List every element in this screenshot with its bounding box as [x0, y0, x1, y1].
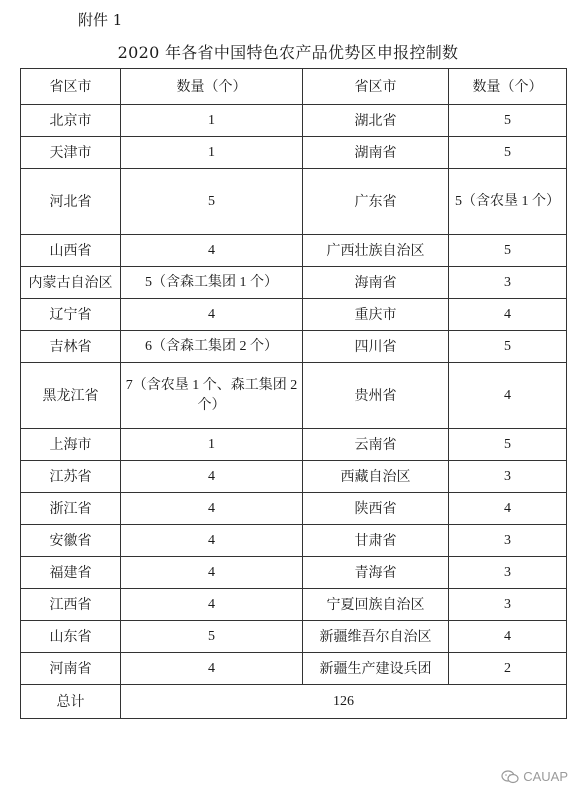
count-cell: 4: [121, 589, 303, 621]
province-cell: 安徽省: [21, 525, 121, 557]
count-cell: 4: [121, 493, 303, 525]
province-cell: 天津市: [21, 137, 121, 169]
count-cell: 5: [449, 235, 567, 267]
count-cell: 5: [449, 429, 567, 461]
province-cell: 辽宁省: [21, 299, 121, 331]
province-cell: 云南省: [303, 429, 449, 461]
table-row: [21, 589, 567, 621]
table-row: [21, 105, 567, 137]
province-cell: 山西省: [21, 235, 121, 267]
province-cell: 河北省: [21, 169, 121, 235]
table-row: [21, 363, 567, 429]
header-cell: 数量（个）: [449, 69, 567, 105]
province-cell: 湖南省: [303, 137, 449, 169]
count-cell: 4: [449, 621, 567, 653]
count-cell: 5: [449, 105, 567, 137]
province-cell: 黑龙江省: [21, 363, 121, 429]
table-row: [21, 299, 567, 331]
province-cell: 四川省: [303, 331, 449, 363]
province-cell: 新疆生产建设兵团: [303, 653, 449, 685]
count-cell: 3: [449, 267, 567, 299]
total-row: [21, 685, 567, 719]
count-cell: 3: [449, 461, 567, 493]
count-cell: 3: [449, 557, 567, 589]
table-row: [21, 137, 567, 169]
table-row: [21, 525, 567, 557]
count-cell: 4: [449, 363, 567, 429]
province-cell: 河南省: [21, 653, 121, 685]
count-cell: 4: [121, 299, 303, 331]
count-cell: 5: [121, 169, 303, 235]
province-cell: 重庆市: [303, 299, 449, 331]
header-cell: 省区市: [303, 69, 449, 105]
watermark-text: CAUAP: [523, 769, 568, 784]
province-cell: 山东省: [21, 621, 121, 653]
table-row: [21, 621, 567, 653]
count-cell: 3: [449, 525, 567, 557]
province-cell: 宁夏回族自治区: [303, 589, 449, 621]
province-cell: 浙江省: [21, 493, 121, 525]
table-row: [21, 461, 567, 493]
province-cell: 广西壮族自治区: [303, 235, 449, 267]
count-cell: 1: [121, 429, 303, 461]
province-cell: 西藏自治区: [303, 461, 449, 493]
count-cell: 4: [121, 235, 303, 267]
province-cell: 吉林省: [21, 331, 121, 363]
province-cell: 福建省: [21, 557, 121, 589]
province-cell: 陕西省: [303, 493, 449, 525]
province-cell: 上海市: [21, 429, 121, 461]
province-cell: 青海省: [303, 557, 449, 589]
table-row: [21, 235, 567, 267]
count-cell: 2: [449, 653, 567, 685]
table-row: [21, 169, 567, 235]
annex-label: 附件 1: [78, 11, 123, 29]
province-cell: 北京市: [21, 105, 121, 137]
count-cell: 5（含农垦 1 个）: [449, 169, 567, 235]
province-cell: 海南省: [303, 267, 449, 299]
header-cell: 数量（个）: [121, 69, 303, 105]
table-header-row: [21, 69, 567, 105]
count-cell: 7（含农垦 1 个、森工集团 2 个）: [121, 363, 303, 429]
count-cell: 5: [449, 137, 567, 169]
province-cell: 江西省: [21, 589, 121, 621]
table-row: [21, 331, 567, 363]
count-cell: 4: [449, 493, 567, 525]
province-cell: 贵州省: [303, 363, 449, 429]
count-cell: 5: [121, 621, 303, 653]
province-cell: 新疆维吾尔自治区: [303, 621, 449, 653]
table-row: [21, 267, 567, 299]
wechat-icon: [501, 770, 519, 784]
count-cell: 4: [121, 461, 303, 493]
count-cell: 1: [121, 105, 303, 137]
total-label: 总计: [21, 685, 121, 719]
document-title: 2020 年各省中国特色农产品优势区申报控制数: [117, 43, 459, 62]
count-cell: 3: [449, 589, 567, 621]
province-cell: 甘肃省: [303, 525, 449, 557]
count-cell: 6（含森工集团 2 个）: [121, 331, 303, 363]
province-cell: 广东省: [303, 169, 449, 235]
province-cell: 江苏省: [21, 461, 121, 493]
table-row: [21, 653, 567, 685]
count-cell: 4: [121, 557, 303, 589]
count-cell: 1: [121, 137, 303, 169]
province-cell: 内蒙古自治区: [21, 267, 121, 299]
count-cell: 4: [121, 525, 303, 557]
table-row: [21, 557, 567, 589]
count-cell: 5: [449, 331, 567, 363]
count-cell: 4: [449, 299, 567, 331]
watermark: [501, 769, 568, 784]
province-cell: 湖北省: [303, 105, 449, 137]
count-cell: 5（含森工集团 1 个）: [121, 267, 303, 299]
header-cell: 省区市: [21, 69, 121, 105]
total-value: 126: [121, 685, 567, 719]
table-row: [21, 493, 567, 525]
quota-table: [20, 68, 567, 719]
count-cell: 4: [121, 653, 303, 685]
table-row: [21, 429, 567, 461]
